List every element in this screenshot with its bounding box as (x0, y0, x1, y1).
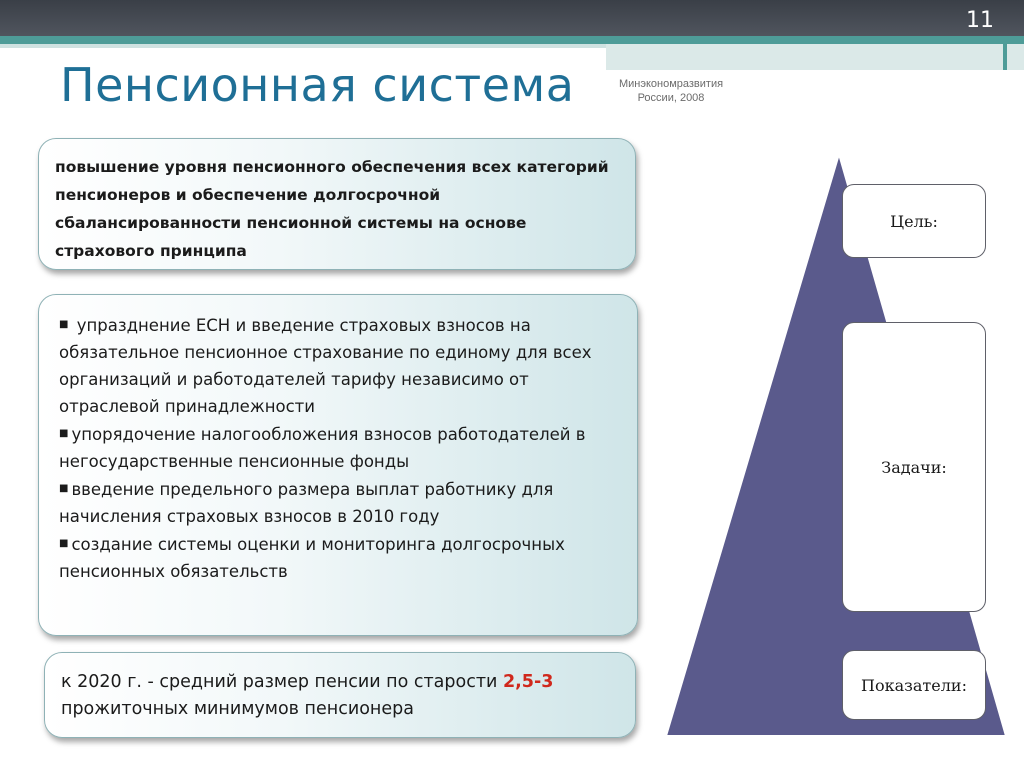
bullet-icon: ■ (59, 319, 69, 330)
slide-title: Пенсионная система (60, 58, 575, 112)
task-item (59, 530, 625, 585)
source-line-2: России, 2008 (637, 92, 705, 104)
top-bar (0, 0, 1024, 36)
task-item (59, 420, 625, 475)
indicators-value: 2,5-3 (502, 672, 554, 692)
task-text: упразднение ЕСН и введение страховых взносов на обязательное пенсионное страхование по единому для всех организаций и работодателей тарифу независимо от отраслевой принадлежности (59, 316, 592, 416)
header-divider (1003, 44, 1007, 70)
indicators-text-before: к 2020 г. - средний размер пенсии по старости (61, 672, 503, 692)
slide-number: 11 (966, 8, 994, 33)
indicators-text (61, 669, 623, 723)
indicators-box (44, 652, 636, 738)
tasks-box (38, 294, 638, 636)
pyramid-label-tasks: Задачи: (842, 322, 986, 612)
goal-box (38, 138, 636, 270)
task-item (59, 475, 625, 530)
goal-text: повышение уровня пенсионного обеспечения всех категорий пенсионеров и обеспечение долгосрочной сбалансированности пенсионной системы на основе страхового принципа (55, 158, 609, 260)
pyramid-label-indicators: Показатели: (842, 650, 986, 720)
source-note (608, 77, 734, 105)
indicators-text-after: прожиточных минимумов пенсионера (61, 699, 414, 719)
task-text: упорядочение налогообложения взносов работодателей в негосударственные пенсионные фонды (59, 425, 586, 471)
header-strip-left (0, 44, 606, 48)
header-strip-right (606, 44, 1024, 70)
task-item (59, 311, 625, 420)
pyramid-label-goal: Цель: (842, 184, 986, 258)
task-text: введение предельного размера выплат работнику для начисления страховых взносов в 2010 году (59, 480, 554, 526)
bullet-icon: ■ (59, 538, 69, 549)
bullet-icon: ■ (59, 428, 69, 439)
task-text: создание системы оценки и мониторинга долгосрочных пенсионных обязательств (59, 535, 565, 581)
bullet-icon: ■ (59, 483, 69, 494)
source-line-1: Минэкономразвития (618, 78, 724, 90)
header-accent-band (0, 36, 1024, 44)
